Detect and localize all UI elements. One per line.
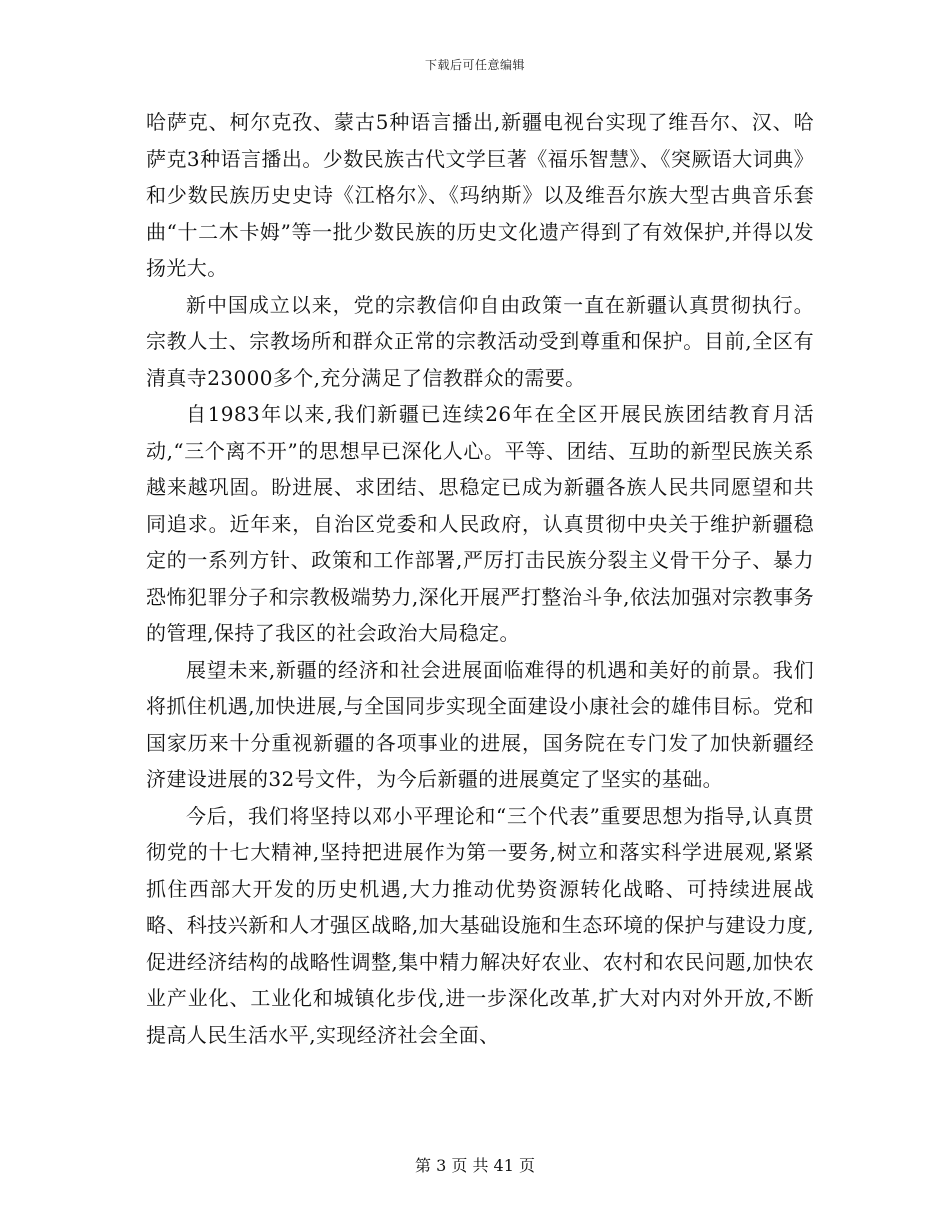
paragraph-2: 新中国成立以来，党的宗教信仰自由政策一直在新疆认真贯彻执行。宗教人士、宗教场所和群众正常的宗教活动受到尊重和保护。目前,全区有清真寺23000多个,充分满足了信教群众的需要。 (146, 292, 814, 390)
paragraph-4: 展望未来,新疆的经济和社会进展面临难得的机遇和美好的前景。我们将抓住机遇,加快进展,与全国同步实现全面建设小康社会的雄伟目标。党和国家历来十分重视新疆的各项事业的进展，国务院在专门发了加快新疆经济建设进展的32号文件，为今后新疆的进展奠定了坚实的基础。 (146, 657, 814, 791)
header-note: 下载后可任意编辑 (424, 58, 525, 72)
paragraph-3: 自1983年以来,我们新疆已连续26年在全区开展民族团结教育月活动,“三个离不开”的思想早已深化人心。平等、团结、互助的新型民族关系越来越巩固。盼进展、求团结、思稳定已成为新疆各族人民共同愿望和共同追求。近年来，自治区党委和人民政府，认真贯彻中央关于维护新疆稳定的一系列方针、政策和工作部署,严厉打击民族分裂主义骨干分子、暴力恐怖犯罪分子和宗教极端势力,深化开展严打整治斗争,依法加强对宗教事务的管理,保持了我区的社会政治大局稳定。 (146, 402, 814, 645)
page-number-footer: 第 3 页 共 41 页 (415, 1156, 535, 1175)
paragraph-5: 今后，我们将坚持以邓小平理论和“三个代表”重要思想为指导,认真贯彻党的十七大精神,坚持把进展作为第一要务,树立和落实科学进展观,紧紧抓住西部大开发的历史机遇,大力推动优势资源转化战略、可持续进展战略、科技兴新和人才强区战略,加大基础设施和生态环境的保护与建设力度,促进经济结构的战略性调整,集中精力解决好农业、农村和农民问题,加快农业产业化、工业化和城镇化步伐,进一步深化改革,扩大对内对外开放,不断提高人民生活水平,实现经济社会全面、 (146, 803, 814, 1047)
paragraph-1: 哈萨克、柯尔克孜、蒙古5种语言播出,新疆电视台实现了维吾尔、汉、哈萨克3种语言播出。少数民族古代文学巨著《福乐智慧》、《突厥语大词典》和少数民族历史史诗《江格尔》、《玛纳斯》以及维吾尔族大型古典音乐套曲“十二木卡姆”等一批少数民族的历史文化遗产得到了有效保护,并得以发扬光大。 (146, 110, 814, 280)
document-body (146, 104, 814, 1053)
